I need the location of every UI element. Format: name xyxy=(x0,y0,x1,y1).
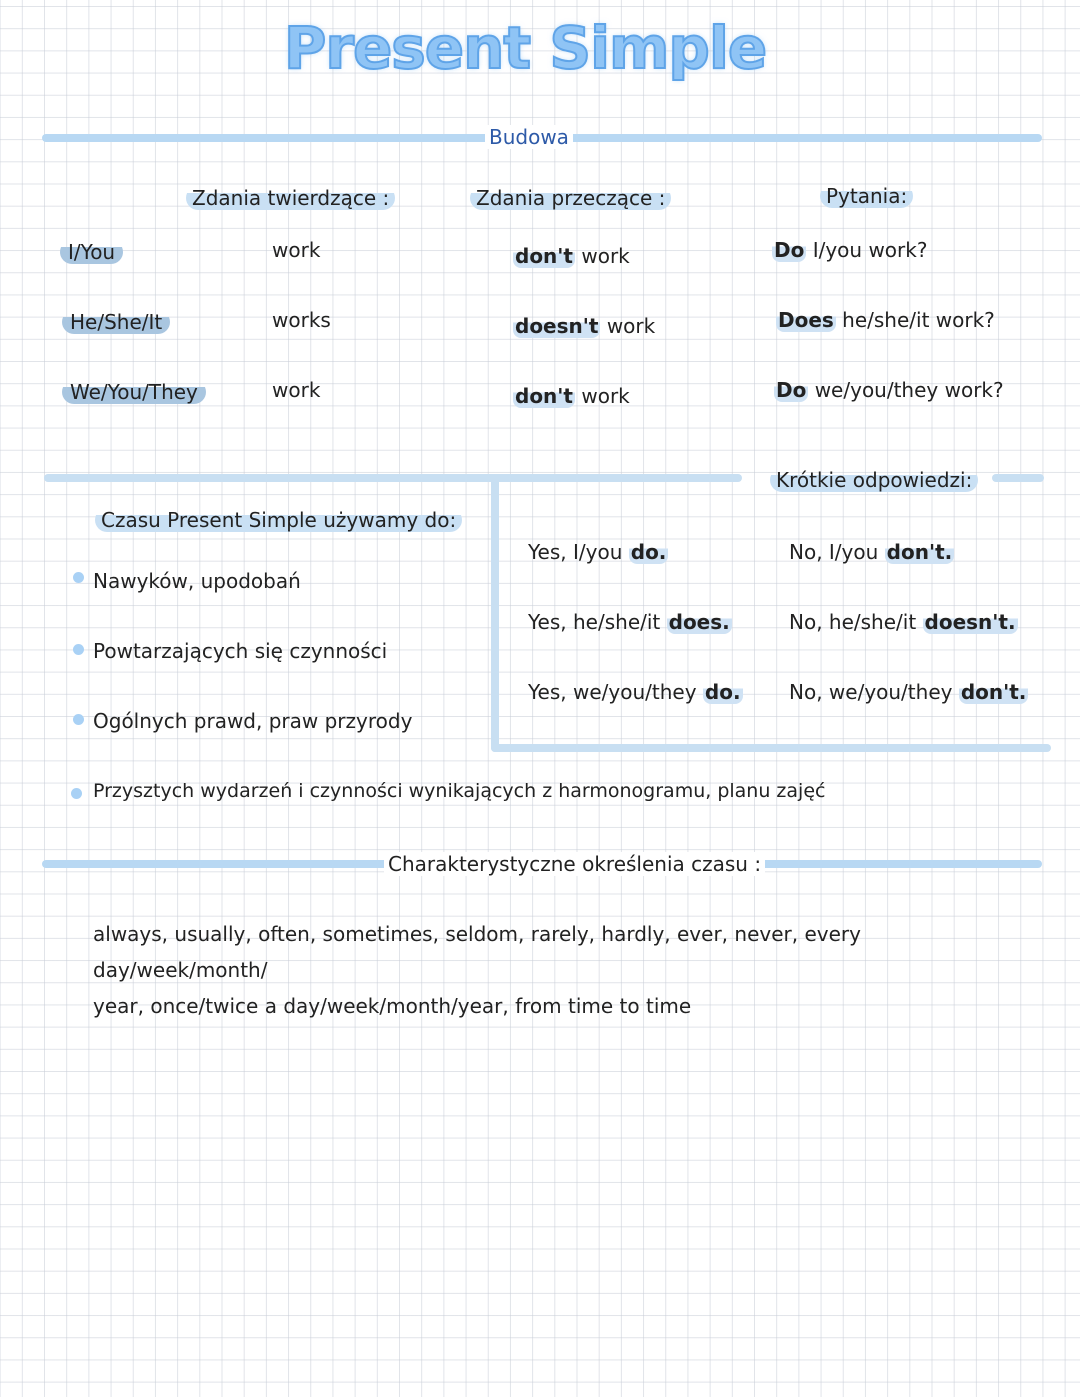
short-answers-divider-right xyxy=(992,474,1044,482)
usage-divider xyxy=(44,474,742,482)
subject-i-you: I/You xyxy=(60,240,123,264)
affirmative-1: work xyxy=(272,238,321,262)
short-answer-yes-2: Yes, he/she/it does. xyxy=(528,610,730,634)
affirmative-3: work xyxy=(272,378,321,402)
time-expressions-label: Charakterystyczne określenia czasu : xyxy=(384,852,765,876)
use-item-2: Powtarzających się czynności xyxy=(93,639,388,663)
usage-label: Czasu Present Simple używamy do: xyxy=(95,508,462,532)
negative-1: don't work xyxy=(515,244,630,268)
bullet-icon xyxy=(73,644,84,655)
time-expressions-line-2: year, once/twice a day/week/month/year, from time to time xyxy=(93,994,692,1018)
question-3: Do we/you/they work? xyxy=(776,378,1004,402)
question-2: Does he/she/it work? xyxy=(778,308,995,332)
header-affirmative: Zdania twierdzące : xyxy=(186,186,395,210)
structure-label: Budowa xyxy=(485,125,573,149)
question-1: Do I/you work? xyxy=(774,238,928,262)
subject-he-she-it: He/She/It xyxy=(62,310,170,334)
short-answers-box-bottom xyxy=(491,744,1051,752)
affirmative-2: works xyxy=(272,308,331,332)
short-answer-no-3: No, we/you/they don't. xyxy=(789,680,1027,704)
short-answer-no-1: No, I/you don't. xyxy=(789,540,953,564)
short-answer-yes-1: Yes, I/you do. xyxy=(528,540,667,564)
bullet-icon xyxy=(73,572,84,583)
subject-we-you-they: We/You/They xyxy=(62,380,206,404)
header-questions: Pytania: xyxy=(820,184,913,208)
negative-2: doesn't work xyxy=(515,314,656,338)
short-answer-no-2: No, he/she/it doesn't. xyxy=(789,610,1016,634)
time-expressions-line-1: always, usually, often, sometimes, seldom, rarely, hardly, ever, never, every day/week/month/ xyxy=(93,922,861,982)
bullet-icon xyxy=(71,788,82,799)
negative-3: don't work xyxy=(515,384,630,408)
short-answers-label: Krótkie odpowiedzi: xyxy=(770,468,978,492)
use-item-4: Przysztych wydarzeń i czynności wynikających z harmonogramu, planu zajęć xyxy=(93,780,826,802)
use-item-1: Nawyków, upodobań xyxy=(93,569,301,593)
bullet-icon xyxy=(73,714,84,725)
short-answers-box-left xyxy=(491,478,499,752)
short-answer-yes-3: Yes, we/you/they do. xyxy=(528,680,741,704)
use-item-3: Ogólnych prawd, praw przyrody xyxy=(93,709,413,733)
header-negative: Zdania przeczące : xyxy=(470,186,671,210)
page-title: Present Simple xyxy=(283,14,767,82)
time-expressions-text xyxy=(93,916,993,1024)
